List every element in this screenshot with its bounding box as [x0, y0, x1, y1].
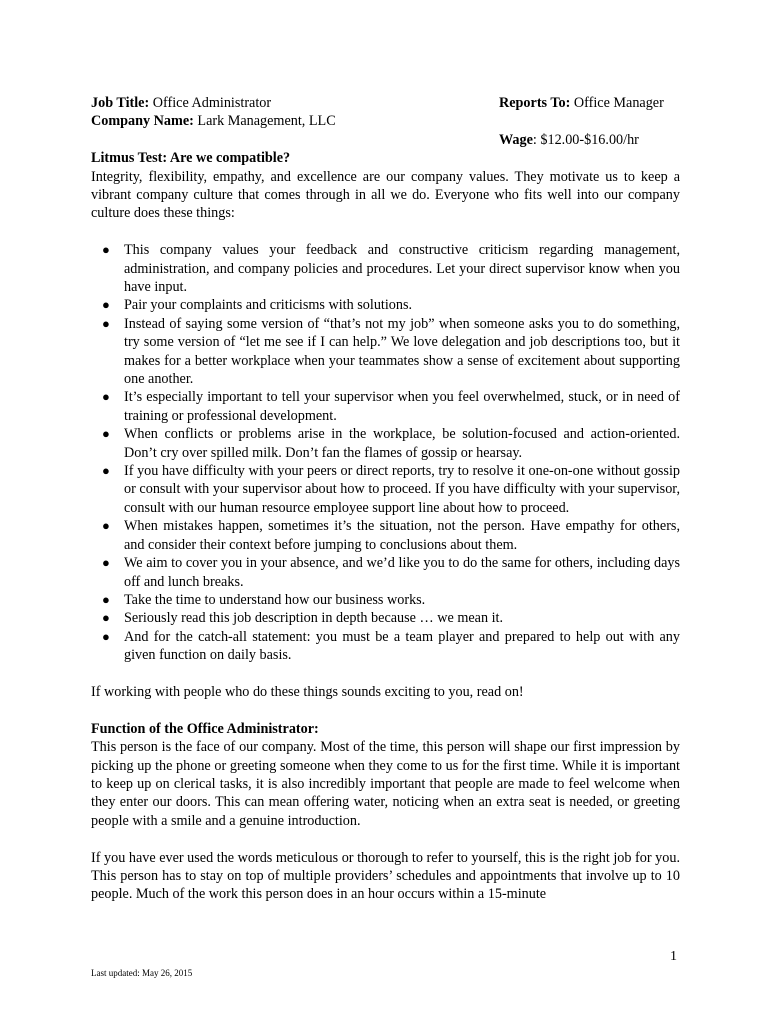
header-row-2	[91, 112, 680, 130]
bullet-icon: ●	[102, 610, 110, 626]
bullet-icon: ●	[102, 242, 110, 258]
bullet-icon: ●	[102, 463, 110, 479]
job-title: Job Title: Office Administrator	[91, 95, 272, 111]
spacer	[91, 701, 680, 719]
wage: Wage: $12.00-$16.00/hr	[499, 131, 639, 148]
last-updated-footer: Last updated: May 26, 2015	[91, 968, 193, 978]
list-item: ● And for the catch-all statement: you must be a team player and prepared to help out with any given function on daily basis.	[102, 628, 680, 664]
list-item: ● When mistakes happen, sometimes it’s the situation, not the person. Have empathy for others, and consider their context before jumping to conclusions about them.	[102, 518, 680, 553]
bullet-icon: ●	[102, 426, 110, 442]
spacer	[91, 665, 680, 683]
document-body	[91, 94, 680, 904]
litmus-closing: If working with people who do these things sounds exciting to you, read on!	[91, 683, 524, 700]
header-row-1	[91, 94, 680, 112]
list-item: ● When conflicts or problems arise in the workplace, be solution-focused and action-oriented. Don’t cry over spilled milk. Don’t fan the flames of gossip or hearsay.	[102, 426, 680, 461]
list-item: ● Instead of saying some version of “that’s not my job” when someone asks you to do something, try some version of “let me see if I can help.” We love delegation and job descriptions too, but it makes for a better workplace when your teammates show a sense of excitement about supporting one another.	[102, 315, 680, 388]
bullet-icon: ●	[102, 297, 110, 313]
bullet-icon: ●	[102, 389, 110, 405]
litmus-heading: Litmus Test: Are we compatible?	[91, 150, 291, 167]
list-item: ● If you have difficulty with your peers or direct reports, try to resolve it one-on-one without gossip or consult with your supervisor about how to proceed. If you have difficulty with your supervisor, consult with our human resource employee support line about how to proceed.	[102, 463, 680, 516]
bullet-icon: ●	[102, 628, 110, 644]
litmus-intro: Integrity, flexibility, empathy, and excellence are our company values. They motivate us to keep a vibrant company culture that comes through in all we do. Everyone who fits well into our company culture does these things:	[91, 168, 680, 222]
list-item: ● It’s especially important to tell your supervisor when you feel overwhelmed, stuck, or in need of training or professional development.	[102, 389, 680, 424]
values-list	[91, 241, 680, 664]
list-item: ● This company values your feedback and constructive criticism regarding management, administration, and company policies and procedures. Let your direct supervisor know when you have input.	[102, 242, 680, 295]
bullet-icon: ●	[102, 518, 110, 534]
company-name: Company Name: Lark Management, LLC	[91, 113, 336, 130]
function-paragraph-1: This person is the face of our company. Most of the time, this person will shape our first impression by picking up the phone or greeting someone when they come to us for the first time. While it is important to keep up on clerical tasks, it is also incredibly important that people are made to feel welcome when they enter our doors. This can mean offering water, noticing when an extra seat is needed, or greeting people with a smile and a genuine introduction.	[91, 739, 680, 829]
list-item: ● Take the time to understand how our business works.	[102, 591, 426, 608]
bullet-icon: ●	[102, 315, 110, 331]
list-item: ● We aim to cover you in your absence, and we’d like you to do the same for others, including days off and lunch breaks.	[102, 555, 680, 590]
header-row-3	[91, 131, 680, 149]
function-heading: Function of the Office Administrator:	[91, 720, 319, 737]
bullet-icon: ●	[102, 555, 110, 571]
list-item: ● Seriously read this job description in depth because … we mean it.	[102, 610, 504, 627]
list-item: ● Pair your complaints and criticisms with solutions.	[102, 297, 413, 314]
spacer	[91, 830, 680, 848]
function-paragraph-2: If you have ever used the words meticulous or thorough to refer to yourself, this is the right job for you. This person has to stay on top of multiple providers’ schedules and appointments that involve up to 10 people. Much of the work this person does in an hour occurs within a 15-minute	[91, 849, 680, 903]
bullet-icon: ●	[102, 591, 110, 607]
spacer	[91, 223, 680, 241]
page-number: 1	[670, 949, 677, 964]
reports-to: Reports To: Office Manager	[499, 95, 664, 111]
